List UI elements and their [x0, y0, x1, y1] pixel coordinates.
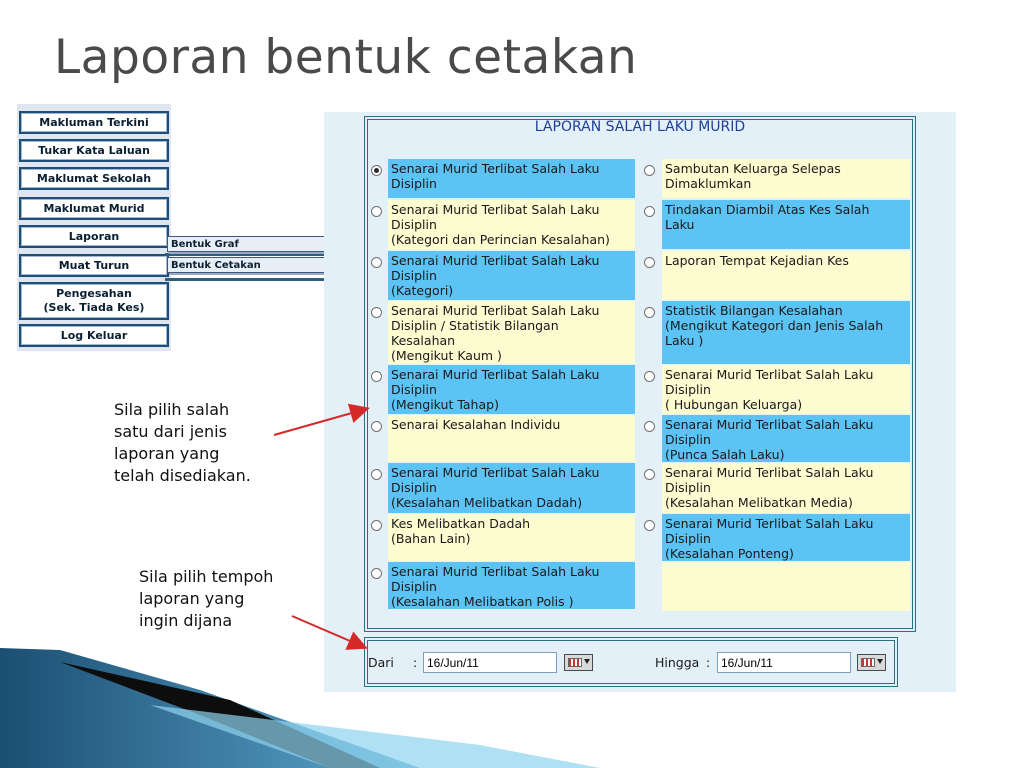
menu-pengesahan-line1: Pengesahan	[56, 287, 132, 300]
option-label-line: (Mengikut Kaum )	[391, 348, 502, 363]
menu-maklumat-sekolah[interactable]: Maklumat Sekolah	[19, 167, 169, 190]
submenu-bentuk-cetakan[interactable]: Bentuk Cetakan	[167, 257, 327, 273]
option-label-line: (Mengikut Tahap)	[391, 397, 499, 412]
option-label-line: (Mengikut Kategori dan Jenis Salah	[665, 318, 884, 333]
option-label-line: Senarai Murid Terlibat Salah Laku	[391, 253, 600, 268]
option-label-line: ( Hubungan Keluarga)	[665, 397, 803, 412]
submenu-bentuk-graf[interactable]: Bentuk Graf	[167, 236, 327, 252]
option-label-line: Senarai Murid Terlibat Salah Laku	[665, 465, 874, 480]
option-label-line: Senarai Murid Terlibat Salah Laku	[391, 202, 600, 217]
option-label-line: Disiplin	[665, 531, 711, 546]
option-label-line: (Kesalahan Ponteng)	[665, 546, 794, 561]
option-label-line: Senarai Kesalahan Individu	[391, 417, 561, 432]
menu-laporan[interactable]: Laporan	[19, 225, 169, 248]
option-label-line: Disiplin	[391, 480, 437, 495]
option-label-line: (Kesalahan Melibatkan Media)	[665, 495, 853, 510]
note-line: laporan yang	[114, 444, 220, 463]
note-line: ingin dijana	[139, 611, 233, 630]
option-label-line: Laporan Tempat Kejadian Kes	[665, 253, 849, 268]
option-label-line: Kes Melibatkan Dadah	[391, 516, 531, 531]
from-date-input[interactable]: 16/Jun/11	[423, 652, 557, 673]
arrow-to-dates	[292, 616, 364, 647]
option-label-line: (Kesalahan Melibatkan Dadah)	[391, 495, 583, 510]
option-label-line: (Kesalahan Melibatkan Polis )	[391, 594, 574, 609]
option-label-line: Disiplin	[391, 268, 437, 283]
menu-maklumat-murid[interactable]: Maklumat Murid	[19, 197, 169, 220]
slide-title: Laporan bentuk cetakan	[54, 30, 638, 85]
option-label-line: Senarai Murid Terlibat Salah Laku	[391, 303, 600, 318]
option-label-line: Senarai Murid Terlibat Salah Laku	[665, 367, 874, 382]
note-line: Sila pilih salah	[114, 400, 230, 419]
option-label-line: Disiplin / Statistik Bilangan	[391, 318, 559, 333]
to-separator: :	[706, 655, 711, 670]
report-title: LAPORAN SALAH LAKU MURID	[534, 119, 746, 135]
menu-pengesahan-line2: (Sek. Tiada Kes)	[43, 301, 145, 314]
option-label-line: Senarai Murid Terlibat Salah Laku	[665, 417, 874, 432]
option-label-line: Disiplin	[665, 480, 711, 495]
option-label-line: Sambutan Keluarga Selepas	[665, 161, 841, 176]
option-label-line: Senarai Murid Terlibat Salah Laku	[665, 516, 874, 531]
option-label-line: Laku )	[665, 333, 704, 348]
option-label-line: Senarai Murid Terlibat Salah Laku	[391, 465, 600, 480]
menu-log-keluar[interactable]: Log Keluar	[19, 324, 169, 347]
note-line: laporan yang	[139, 589, 245, 608]
to-date-input[interactable]: 16/Jun/11	[717, 652, 851, 673]
option-label-line: Dimaklumkan	[665, 176, 752, 191]
option-label-line: (Punca Salah Laku)	[665, 447, 785, 462]
option-label-line: Disiplin	[391, 579, 437, 594]
note-line: Sila pilih tempoh	[139, 567, 274, 586]
option-label-line: Disiplin	[665, 382, 711, 397]
option-label-line: Disiplin	[665, 432, 711, 447]
from-separator: :	[413, 655, 418, 670]
menu-tukar-kata-laluan[interactable]: Tukar Kata Laluan	[19, 139, 169, 162]
option-label-line: Senarai Murid Terlibat Salah Laku	[391, 367, 600, 382]
option-label-line: (Kategori dan Perincian Kesalahan)	[391, 232, 610, 247]
from-label: Dari	[368, 655, 394, 670]
menu-makluman-terkini[interactable]: Makluman Terkini	[19, 111, 169, 134]
to-label: Hingga	[655, 655, 700, 670]
option-label-line: (Kategori)	[391, 283, 454, 298]
option-label-line: Senarai Murid Terlibat Salah Laku	[391, 161, 600, 176]
option-label-line: Disiplin	[391, 176, 437, 191]
option-label-line: Disiplin	[391, 382, 437, 397]
note-line: telah disediakan.	[114, 466, 251, 485]
option-label-line: Kesalahan	[391, 333, 456, 348]
option-label-line: Laku	[665, 217, 695, 232]
option-label-line: (Bahan Lain)	[391, 531, 471, 546]
option-label-line: Statistik Bilangan Kesalahan	[665, 303, 843, 318]
note-line: satu dari jenis	[114, 422, 227, 441]
option-label-line: Tindakan Diambil Atas Kes Salah	[665, 202, 870, 217]
option-label-line: Disiplin	[391, 217, 437, 232]
arrow-to-options	[274, 409, 366, 435]
menu-muat-turun[interactable]: Muat Turun	[19, 254, 169, 277]
option-label-line: Senarai Murid Terlibat Salah Laku	[391, 564, 600, 579]
